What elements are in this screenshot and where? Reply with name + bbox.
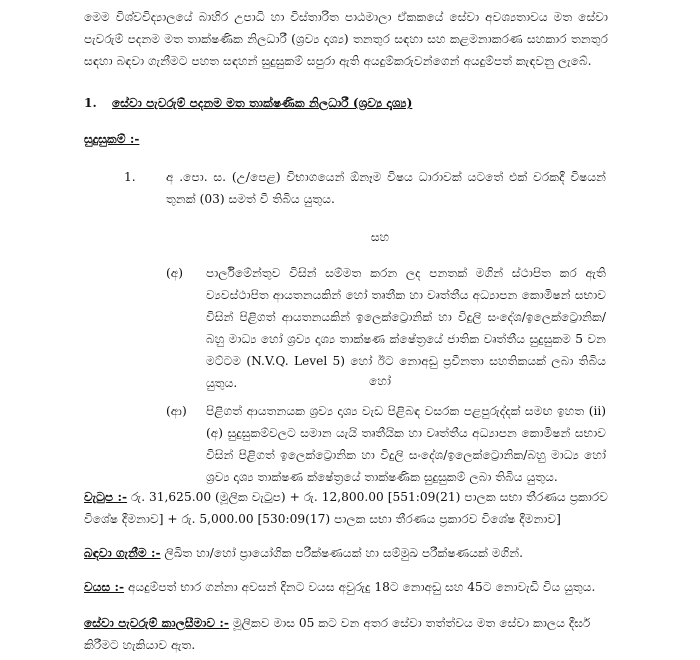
recruitment-block [84,542,608,564]
salary-block [84,486,608,530]
and-connector: සහ [370,230,390,244]
or-connector: හෝ [369,374,391,388]
age-block [84,576,608,598]
service-period-text: මූලිකව මාස 05 කට වන අතර සේවා තත්ත්වය මත සේවා කාලය දීර්ඝ කිරීමට හැකියාව ඇත. [84,616,591,652]
service-period-label: සේවා පැවරුම් කාලසීමාව :- [84,616,229,630]
option-a-label: (අ) [166,266,184,280]
qualifications-label: සුදුසුකම් :- [84,132,140,146]
salary-label: වැටුප :- [84,490,128,504]
salary-text: රු. 31,625.00 (මූලික වැටුප) + රු. 12,800.00 [551:09(21) පාලක සභා තීරණය ප්‍රකාරව විශේෂ දීමනාව] + රු. 5,000.00 [530:09(17) පාලක සභා තීරණය ප්‍රකාරව විශේෂ දීමනාව] [84,490,609,526]
option-b-text: පිළිගත් ආයතනයක ශ්‍රව්‍ය දෘශ්‍ය වැඩ පිළිබඳ වසරක පළපුරුද්දක් සමඟ ඉහත (ii) (අ) සුදුසුකම්වලට සමාන යැයි තෘතීයික හා වෘත්තීය අධ්‍යාපන කොමිෂන් සභාව විසින් පිළිගත් ඉලෙක්ට්‍රොනික හා විදුලි සංදේශ/ඉලෙක්ට්‍රොනික/බහු මාධ්‍ය හෝ ශ්‍රව්‍ය දෘශ්‍ය තාක්ෂණ ක්ෂේත්‍රයේ තාක්ෂණික සුදුසුකම් ලබා තිබිය යුතුය. [206,404,606,484]
recruitment-text: ලිඛිත හා/හෝ ප්‍රායෝගික පරීක්ෂණයක් හා සම්මුඛ පරීක්ෂණයක් මගින්. [164,546,524,560]
service-period-block [84,612,608,656]
item-1-text: අ .පො. ස. (උ/පෙළ) විභාගයෙන් ඕනෑම විෂය ධාරාවක් යටතේ එක් වරකදී විෂයන් තුනක් (03) සමත් වී තිබිය යුතුය. [166,170,606,206]
option-b-label: (ආ) [166,404,187,418]
section-title: සේවා පැවරුම් පදනම මත තාක්ෂණික නිලධාරී (ශ්‍රව්‍ය දෘශ්‍ය) [112,96,413,110]
intro-paragraph: මෙම විශ්වවිද්‍යාලයේ බාහිර උපාධි හා විස්තාරිත පාඨමාලා ඒකකයේ සේවා අවශ්‍යතාවය මත සේවා පැවරුම් පදනම මත තාක්ෂණික නිලධාරී (ශ්‍රව්‍ය දෘශ්‍ය) තනතුර සඳහා සහ කළමනාකරණ සහකාර තනතුර සඳහා බඳවා ගැනීමට පහත සඳහන් සුදුසුකම් සපුරා ඇති අයදුම්කරුවන්ගෙන් අයදුම්පත් කැඳවනු ලැබේ. [84,10,608,68]
age-label: වයස :- [84,580,125,594]
item-1-number: 1. [124,170,136,184]
section-number: 1. [84,96,97,110]
option-a-text: පාර්ලිමේන්තුව විසින් සම්මත කරන ලද පනතක් මගින් ස්ථාපිත කර ඇති ව්‍යවස්ථාපිත ආයතනයකින් හෝ තෘතීක හා වෘත්තීය අධ්‍යාපන කොමිෂන් සභාව විසින් පිළිගත් ආයතනයකින් ඉලෙක්ට්‍රොනික් හා විදුලි සංදේශ/ඉලෙක්ට්‍රොනික/බහු මාධ්‍ය හෝ ශ්‍රව්‍ය දෘශ්‍ය තාක්ෂණ ක්ෂේත්‍රයේ ජාතික වෘත්තීය සුදුසුකම 5 වන මට්ටම (N.V.Q. Level 5) හෝ ඊට නොඅඩු ප්‍රවීනතා සහතිකයක් ලබා තිබිය යුතුය. [206,266,606,390]
recruitment-label: බඳවා ගැනීම :- [84,546,161,560]
age-text: අයදුම්පත් භාර ගන්නා අවසන් දිනට වයස අවුරුදු 18ට නොඅඩු සහ 45ට නොවැඩි විය යුතුය. [127,580,596,594]
